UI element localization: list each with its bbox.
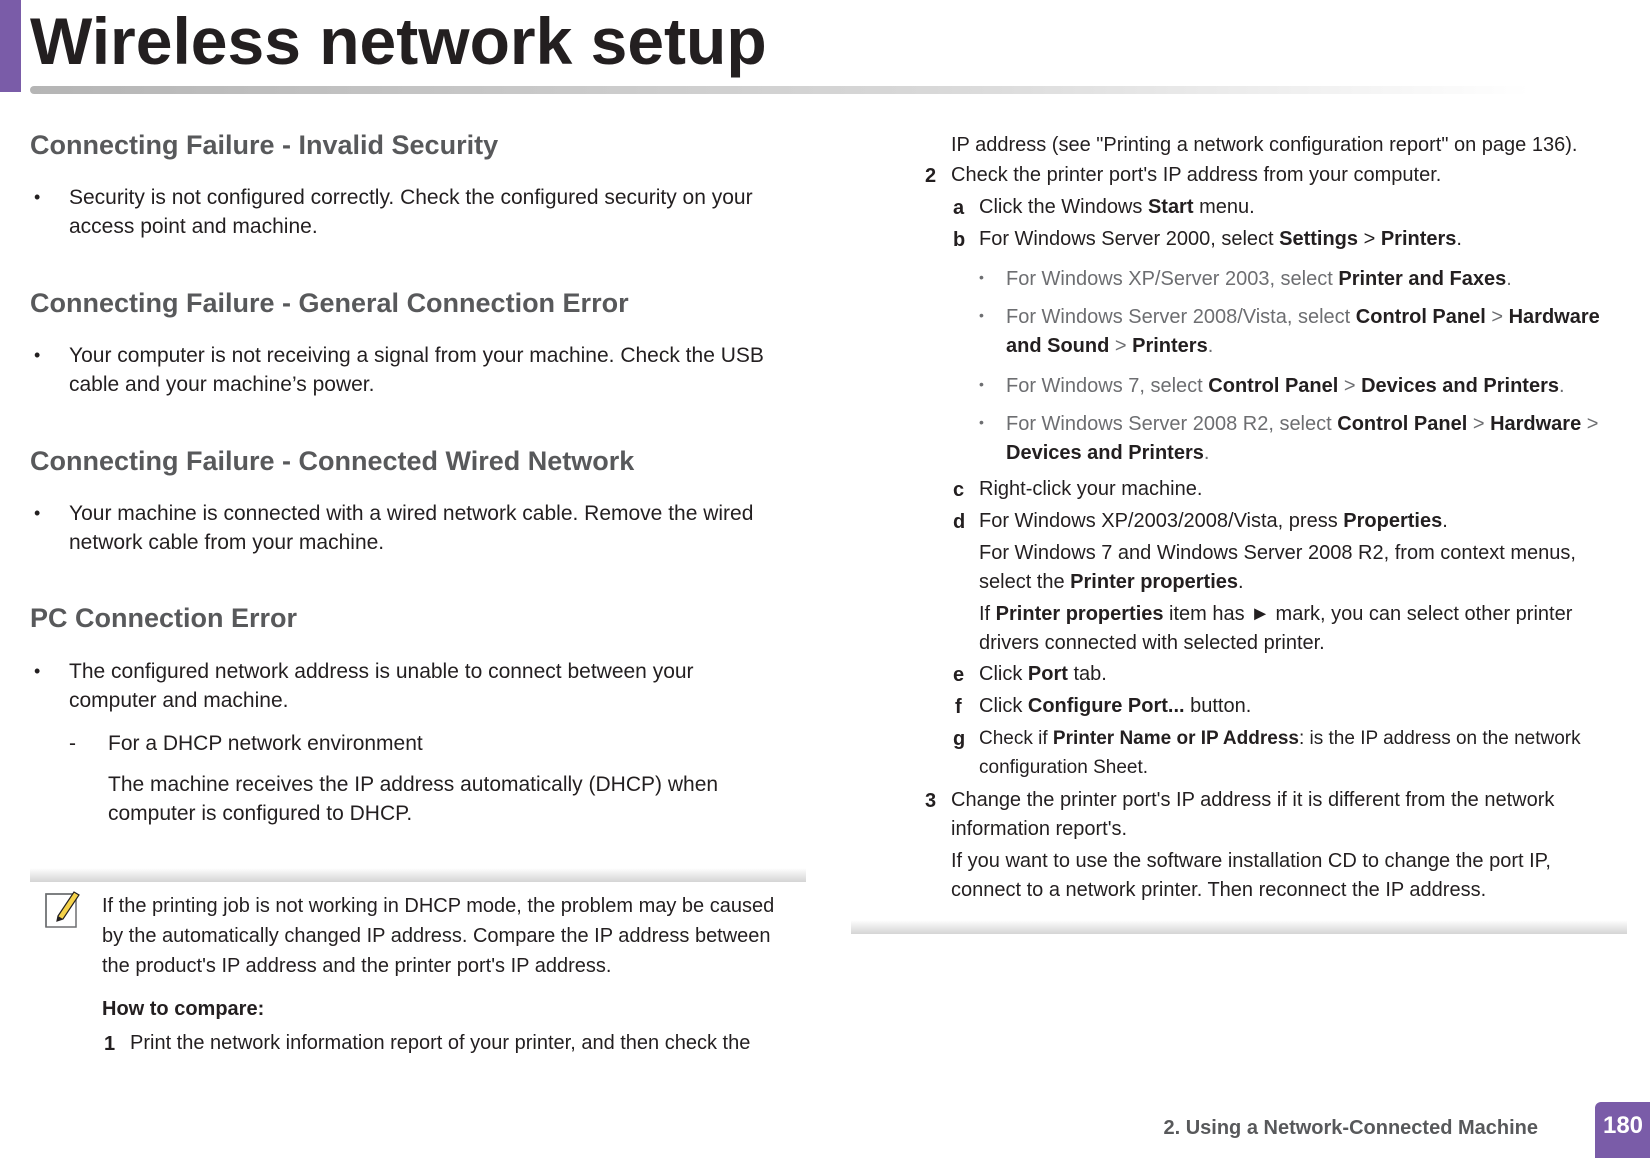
substep-letter: f xyxy=(955,696,962,718)
dhcp-item: For a DHCP network environment xyxy=(108,732,423,755)
substep-e: Click Port tab. xyxy=(979,663,1107,685)
note-text: If the printing job is not working in DHCP mode, the problem may be caused by the automatically changed IP address. Compare the IP address between the product's IP address and the printer port's IP address. xyxy=(102,895,775,977)
how-to-compare-label: How to compare: xyxy=(102,998,265,1020)
step3-cd-note: If you want to use the software installation CD to change the port IP, connect to a network printer. Then reconnect the IP address. xyxy=(951,850,1551,901)
note-bottom-bar xyxy=(851,920,1627,934)
bullet-marker: • xyxy=(34,187,41,207)
dhcp-description: The machine receives the IP address automatically (DHCP) when computer is configured to DHCP. xyxy=(108,773,719,825)
step3-text: Change the printer port's IP address if it is different from the network information report's. xyxy=(951,789,1555,840)
note-pencil-icon xyxy=(44,888,82,930)
heading-wired-network: Connecting Failure - Connected Wired Network xyxy=(30,446,635,476)
bullet-marker: • xyxy=(34,345,41,365)
title-accent-bar xyxy=(0,0,21,92)
invalid-security-text: Security is not configured correctly. Check the configured security on your access point and machine. xyxy=(69,186,753,238)
note-top-bar xyxy=(30,868,806,882)
bullet-marker: • xyxy=(979,307,984,323)
substep-b: For Windows Server 2000, select Settings > Printers. xyxy=(979,228,1462,250)
windows-7-item: For Windows 7, select Control Panel > Devices and Printers. xyxy=(1006,375,1565,397)
heading-invalid-security: Connecting Failure - Invalid Security xyxy=(30,130,499,160)
substep-c: Right-click your machine. xyxy=(979,478,1203,500)
substep-letter: c xyxy=(953,479,965,501)
substep-letter: b xyxy=(953,229,966,251)
step1-line1: Print the network information report of your printer, and then check the xyxy=(130,1032,751,1054)
bullet-marker: • xyxy=(979,414,984,430)
step-number: 2 xyxy=(925,165,937,187)
substep-letter: a xyxy=(953,197,965,219)
step2-text: Check the printer port's IP address from your computer. xyxy=(951,164,1442,186)
footer-chapter: 2. Using a Network-Connected Machine xyxy=(1163,1117,1538,1139)
substep-f: Click Configure Port... button. xyxy=(979,695,1252,717)
substep-letter: e xyxy=(953,664,965,686)
pc-connection-text: The configured network address is unable to connect between your computer and machine. xyxy=(69,660,694,712)
bullet-marker: • xyxy=(979,376,984,392)
substep-d-win7: For Windows 7 and Windows Server 2008 R2, from context menus, select the Printer properties. xyxy=(979,542,1576,593)
page-title: Wireless network setup xyxy=(30,4,767,78)
wired-network-text: Your machine is connected with a wired network cable. Remove the wired network cable from your machine. xyxy=(69,502,754,554)
heading-pc-connection: PC Connection Error xyxy=(30,603,298,633)
bullet-marker: • xyxy=(34,661,41,681)
substep-a: Click the Windows Start menu. xyxy=(979,196,1255,218)
heading-general-error: Connecting Failure - General Connection Error xyxy=(30,288,629,318)
bullet-marker: • xyxy=(34,503,41,523)
substep-g: Check if Printer Name or IP Address: is the IP address on the network configuration Sheet. xyxy=(979,728,1581,778)
title-rule xyxy=(30,86,1530,94)
step-number: 1 xyxy=(104,1033,116,1055)
dash-marker: - xyxy=(69,732,76,755)
substep-letter: d xyxy=(953,511,966,533)
windows-xp-item: For Windows XP/Server 2003, select Printer and Faxes. xyxy=(1006,268,1512,290)
bullet-marker: • xyxy=(979,269,984,285)
substep-letter: g xyxy=(953,728,966,750)
windows-vista-item: For Windows Server 2008/Vista, select Control Panel > Hardware and Sound > Printers. xyxy=(1006,306,1600,357)
windows-2008r2-item: For Windows Server 2008 R2, select Control Panel > Hardware > Devices and Printers. xyxy=(1006,413,1599,464)
substep-d-properties-note: If Printer properties item has ► mark, you can select other printer drivers connected with selected printer. xyxy=(979,603,1573,654)
page-number: 180 xyxy=(1602,1112,1644,1139)
step1-line2: IP address (see "Printing a network configuration report" on page 136). xyxy=(951,134,1578,156)
general-error-text: Your computer is not receiving a signal from your machine. Check the USB cable and your machine’s power. xyxy=(69,344,764,396)
substep-d: For Windows XP/2003/2008/Vista, press Properties. xyxy=(979,510,1448,532)
step-number: 3 xyxy=(925,790,937,812)
